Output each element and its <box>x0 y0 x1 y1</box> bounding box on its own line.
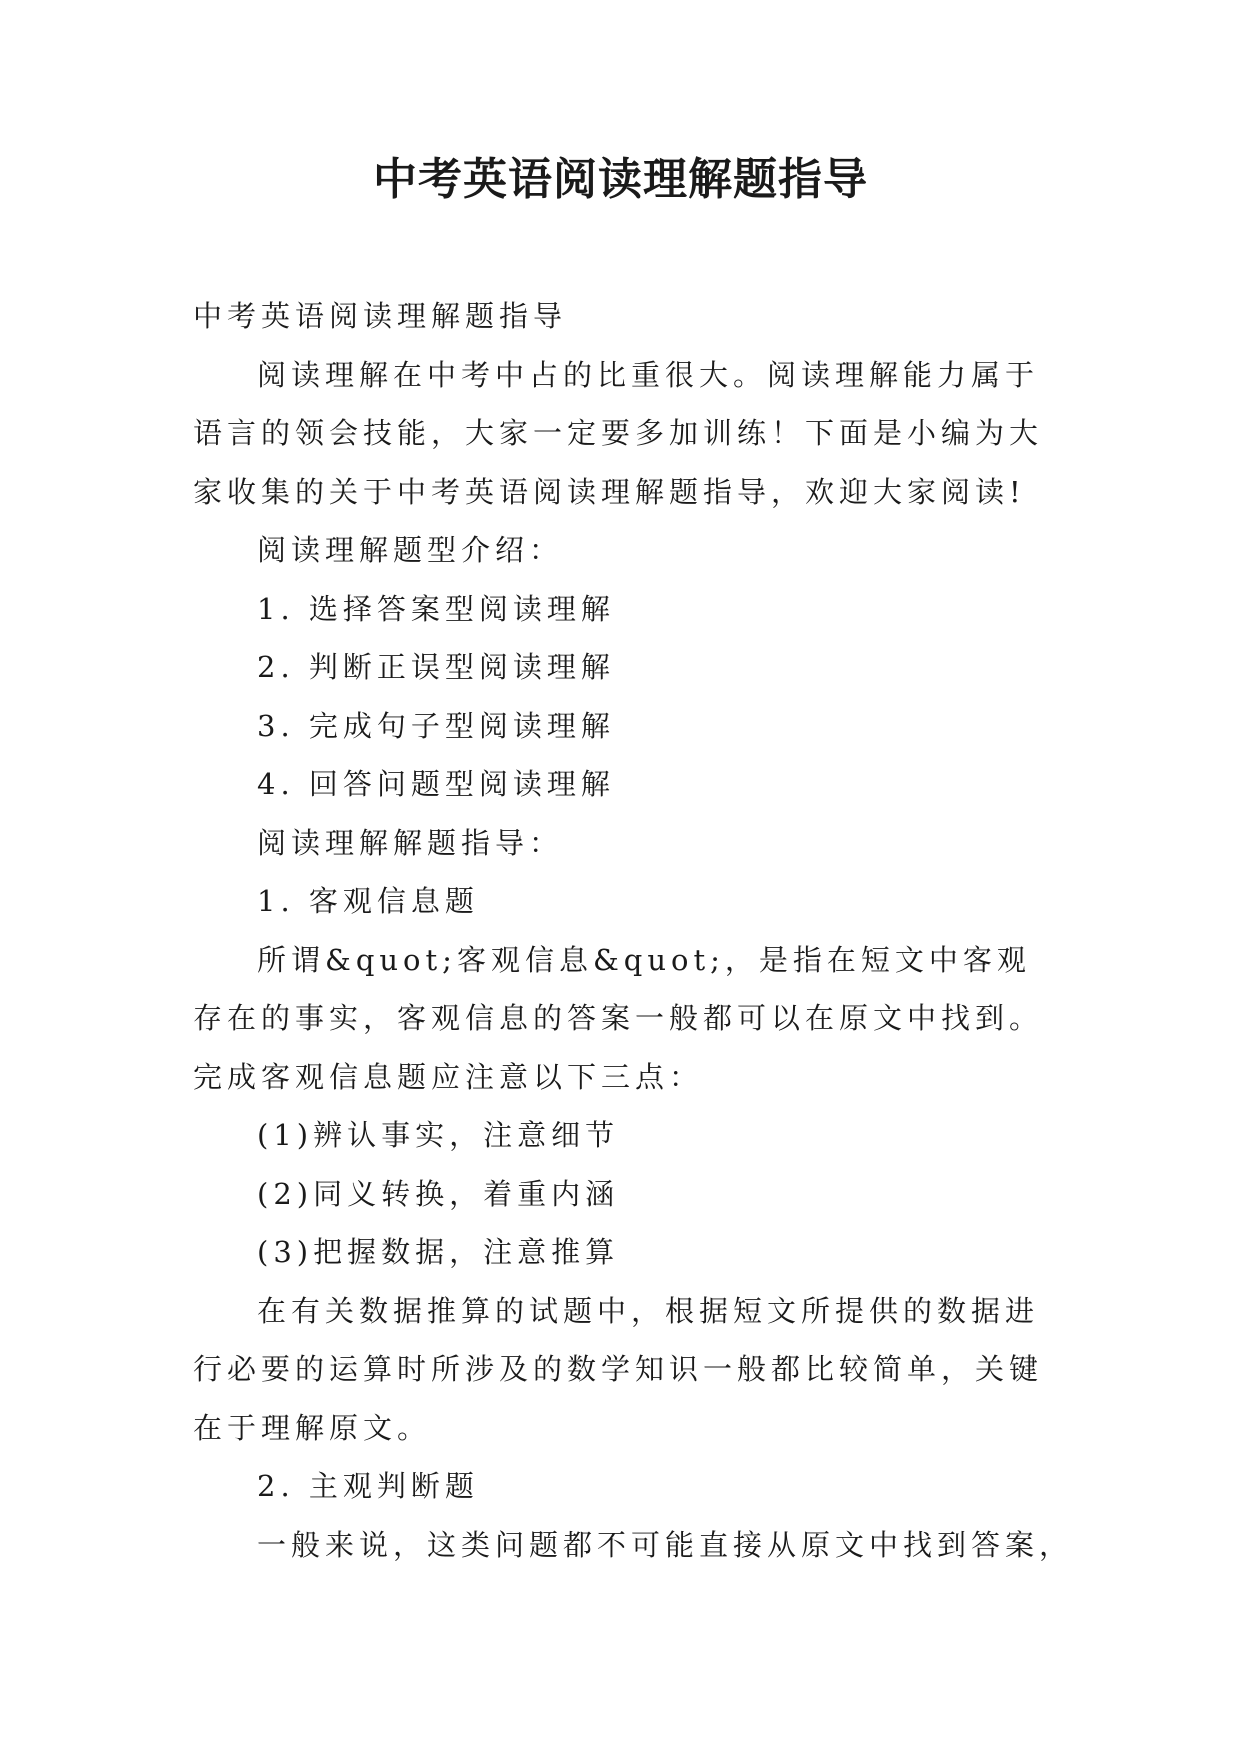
list-item: 1. 选择答案型阅读理解 <box>257 591 615 626</box>
subtitle-paragraph: 中考英语阅读理解题指导 <box>193 299 568 333</box>
subsection-heading: 2. 主观判断题 <box>257 1469 479 1503</box>
list-item: 4. 回答问题型阅读理解 <box>257 767 615 801</box>
list-item: 2. 判断正误型阅读理解 <box>257 650 615 684</box>
document-title: 中考英语阅读理解题指导 <box>373 154 868 205</box>
subsection-heading: 1. 客观信息题 <box>257 884 479 918</box>
section-heading-guidance: 阅读理解解题指导： <box>257 825 564 860</box>
intro-paragraph: 阅读理解在中考中占的比重很大。阅读理解能力属于语言的领会技能，大家一定要多加训练！下面是小编为大家收集的关于中考英语阅读理解题指导，欢迎大家阅读! <box>193 357 1044 509</box>
list-item: 3. 完成句子型阅读理解 <box>257 708 615 743</box>
section-heading-types: 阅读理解题型介绍： <box>257 533 564 567</box>
list-item: (2)同义转换，着重内涵 <box>257 1176 620 1211</box>
list-item: (3)把握数据，注意推算 <box>257 1235 620 1269</box>
body-paragraph: 在有关数据推算的试题中，根据短文所提供的数据进行必要的运算时所涉及的数学知识一般都比较简单，关键在于理解原文。 <box>193 1293 1044 1445</box>
document-body <box>193 287 1074 1574</box>
body-paragraph: 所谓&quot;客观信息&quot;，是指在短文中客观存在的事实，客观信息的答案一般都可以在原文中找到。完成客观信息题应注意以下三点： <box>193 942 1044 1094</box>
body-paragraph: 一般来说，这类问题都不可能直接从原文中找到答案， <box>257 1527 1074 1562</box>
list-item: (1)辨认事实，注意细节 <box>257 1118 620 1152</box>
